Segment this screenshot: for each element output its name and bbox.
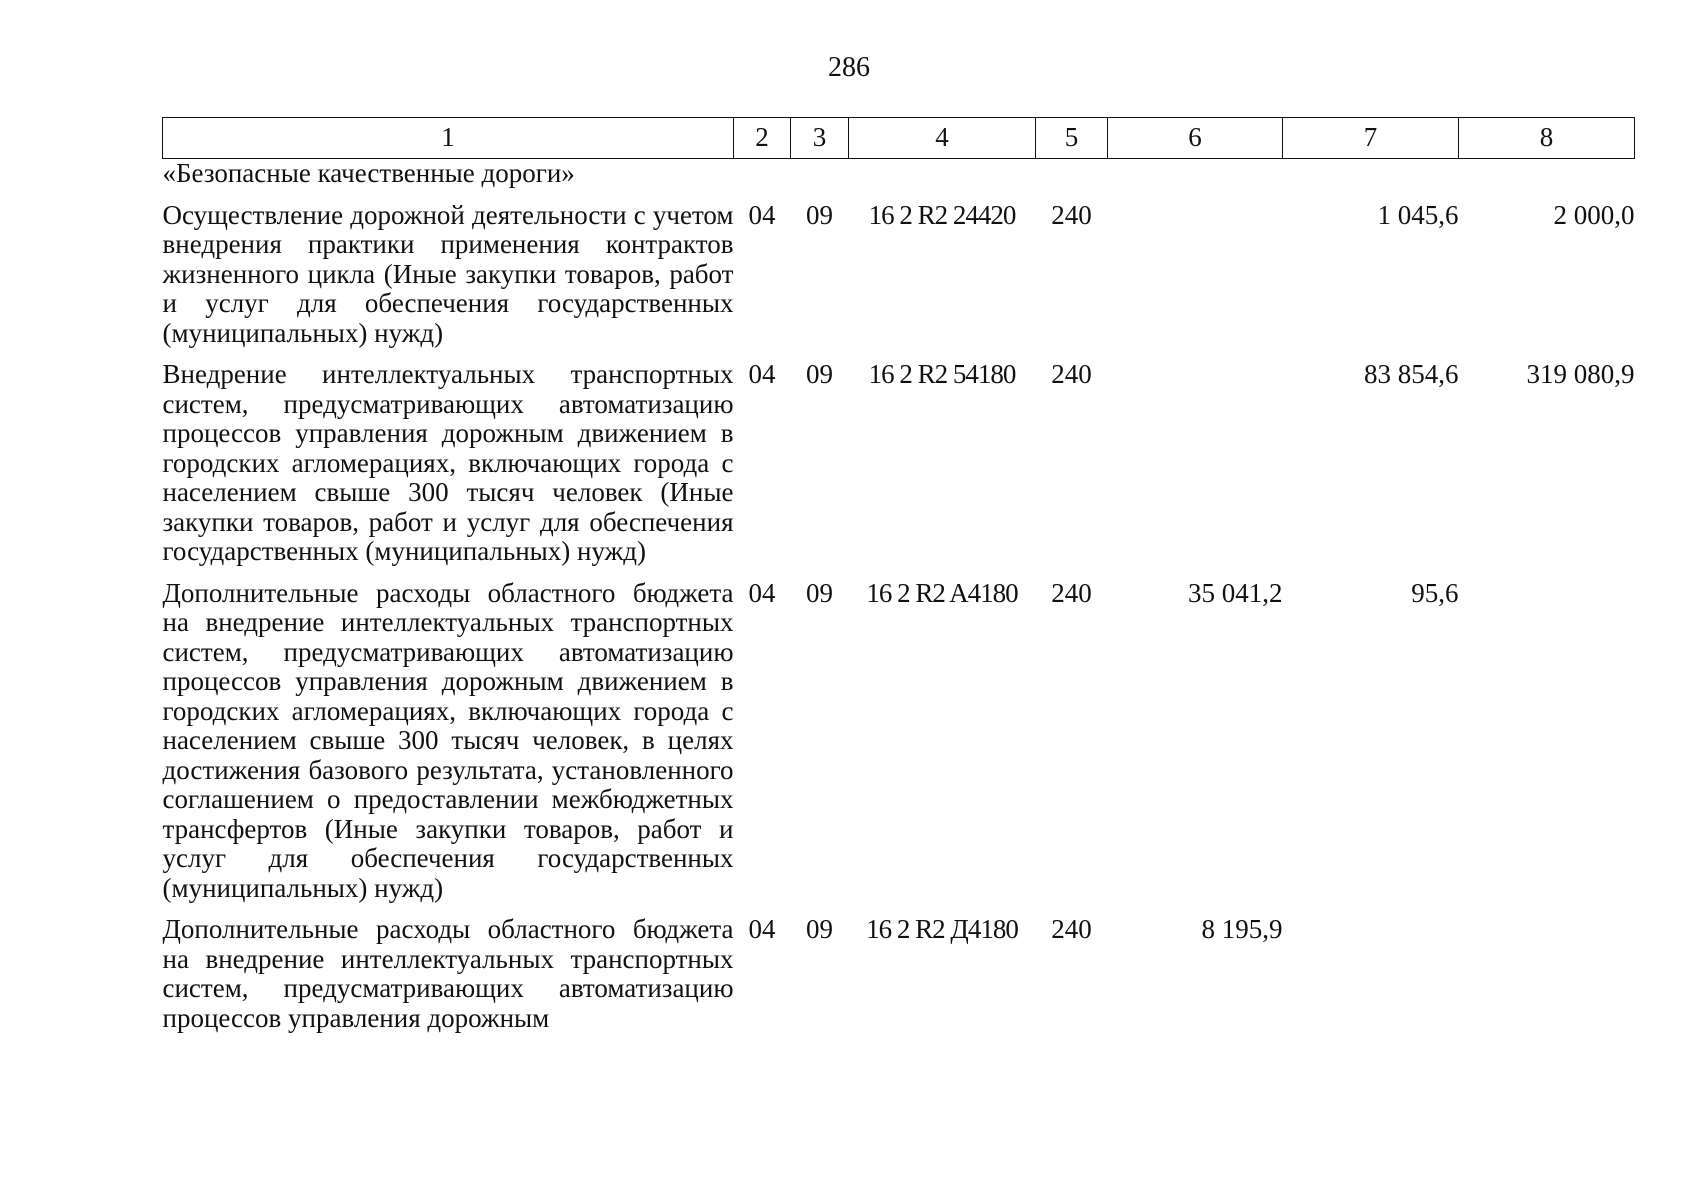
row-section-code: 04 (748, 359, 776, 389)
row-value-col7: 1 045,6 (1377, 199, 1459, 230)
row-expense-type: 240 (1051, 199, 1092, 230)
row-description: Дополнительные расходы областного бюджета на внедрение интеллектуальных транспортных систем, предусматривающих автоматизацию процессов управления дорожным движением в городских агломерациях, включающих города с населением свыше 300 тысяч человек, в целях достижения базового результата, установленного соглашением о предоставлении межбюджетных трансфертов (Иные закупки товаров, работ и услуг для обеспечения государственных (муниципальных) нужд) (162, 577, 734, 903)
header-cell-5: 5 (1036, 118, 1108, 159)
table-row (163, 189, 1635, 349)
row-subsection-code: 09 (806, 577, 833, 608)
row-target-article: 16 2 R2 54180 (868, 359, 1016, 389)
header-cell-7: 7 (1283, 118, 1459, 159)
row-subsection-code: 09 (806, 359, 833, 389)
budget-table (162, 117, 1635, 1033)
table-row (163, 903, 1635, 1033)
row-value-col6 (1108, 189, 1283, 349)
row-value-col7 (1283, 903, 1459, 1033)
row-expense-type: 240 (1051, 914, 1092, 944)
row-value-col8: 2 000,0 (1553, 199, 1635, 230)
section-row (163, 159, 1635, 189)
row-value-col8: 319 080,9 (1526, 359, 1635, 389)
row-target-article: 16 2 R2 Д4180 (866, 914, 1018, 944)
row-section-code: 04 (748, 199, 776, 230)
row-value-col6 (1108, 348, 1283, 567)
header-cell-3: 3 (791, 118, 849, 159)
row-target-article: 16 2 R2 A4180 (866, 577, 1018, 608)
row-description: Осуществление дорожной деятельности с учетом внедрения практики применения контрактов жизненного цикла (Иные закупки товаров, работ и услуг для обеспечения государственных (муниципальных) нужд) (162, 199, 734, 348)
row-subsection-code: 09 (806, 199, 833, 230)
row-description: Дополнительные расходы областного бюджета на внедрение интеллектуальных транспортных систем, предусматривающих автоматизацию процессов управления дорожным (162, 914, 734, 1033)
table-row (163, 567, 1635, 904)
row-value-col7: 95,6 (1411, 577, 1459, 608)
row-subsection-code: 09 (806, 914, 833, 944)
page-number: 286 (828, 52, 870, 83)
row-value-col6: 8 195,9 (1201, 914, 1283, 944)
row-expense-type: 240 (1051, 359, 1092, 389)
row-expense-type: 240 (1051, 577, 1092, 608)
header-row (163, 118, 1635, 159)
row-value-col7: 83 854,6 (1364, 359, 1459, 389)
row-target-article: 16 2 R2 24420 (868, 199, 1016, 230)
header-cell-6: 6 (1108, 118, 1283, 159)
row-section-code: 04 (748, 577, 776, 608)
header-cell-2: 2 (734, 118, 791, 159)
row-value-col6: 35 041,2 (1188, 577, 1283, 608)
table-row (163, 348, 1635, 567)
header-cell-4: 4 (849, 118, 1036, 159)
row-section-code: 04 (748, 914, 776, 944)
row-value-col8 (1459, 567, 1635, 904)
row-value-col8 (1459, 903, 1635, 1033)
section-title: «Безопасные качественные дороги» (162, 158, 575, 188)
row-description: Внедрение интеллектуальных транспортных систем, предусматривающих автоматизацию процессов управления дорожным движением в городских агломерациях, включающих города с населением свыше 300 тысяч человек (Иные закупки товаров, работ и услуг для обеспечения государственных (муниципальных) нужд) (162, 359, 734, 566)
header-cell-8: 8 (1459, 118, 1635, 159)
header-cell-1: 1 (163, 118, 734, 159)
